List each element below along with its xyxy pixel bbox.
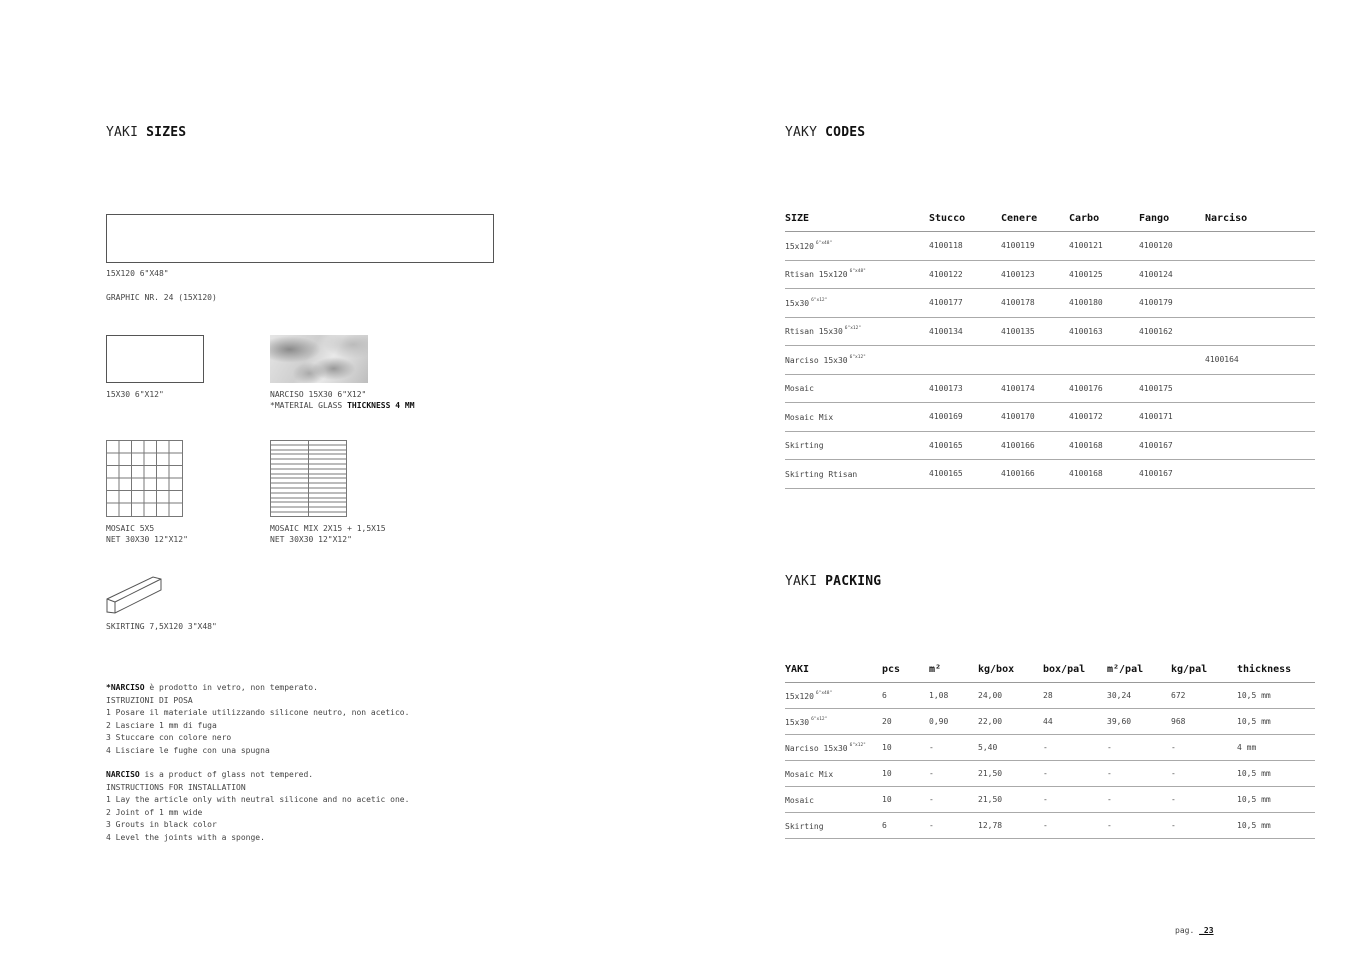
graphic-caption: GRAPHIC NR. 24 (15X120) [106,293,217,302]
tile-15x120-drawing [106,214,494,263]
narciso-tile-image [270,335,368,383]
packing-header-box-pal: box/pal [1043,664,1107,683]
mosaic-caption: MOSAIC 5X5 NET 30X30 12"X12" [106,524,188,544]
codes-header-narciso: Narciso [1205,213,1315,232]
packing-header-m2-pal: m²/pal [1107,664,1171,683]
codes-header-cenere: Cenere [1001,213,1069,232]
table-row: Mosaic 10 - 21,50 - - - 10,5 mm [785,787,1315,813]
table-row: Skirting 6 - 12,78 - - - 10,5 mm [785,813,1315,839]
packing-table [785,664,1315,839]
sizes-title: YAKI SIZES [106,125,187,140]
codes-header-carbo: Carbo [1069,213,1139,232]
skirting-caption: SKIRTING 7,5X120 3"X48" [106,622,217,631]
packing-title: YAKI PACKING [785,574,882,589]
table-row: 15x120 $^{6"x48"}$ 4100118 4100119 4100121 4100120 [785,232,1315,261]
mosaic-5x5-drawing [106,440,183,517]
table-row: Narciso 15x30 $^{6"x12"}$ 10 - 5,40 - - - 4 mm [785,735,1315,761]
codes-header-row [785,213,1315,232]
mosaic-mix-caption: MOSAIC MIX 2X15 + 1,5X15 NET 30X30 12"X12" [270,524,386,544]
skirting-graphic [106,575,164,617]
packing-header-pcs: pcs [882,664,929,683]
table-row: 15x30 $^{6"x12"}$ 20 0,90 22,00 44 39,60 968 10,5 mm [785,709,1315,735]
page-number: pag. _23 [1175,926,1214,935]
notes-english: NARCISO is a product of glass not tempered. INSTRUCTIONS FOR INSTALLATION 1 Lay the article only with neutral silicone and no acetic one. 2 Joint of 1 mm wide 3 Grouts in black color 4 Level the joints with a sponge. [106,770,410,842]
table-row: 15x120 $^{6"x48"}$ 6 1,08 24,00 28 30,24 672 10,5 mm [785,683,1315,709]
packing-header-kg-pal: kg/pal [1171,664,1237,683]
skirting-drawing [106,575,164,617]
table-row: Mosaic 4100173 4100174 4100176 4100175 [785,374,1315,403]
table-row: Rtisan 15x30 $^{6"x12"}$ 4100134 4100135 4100163 4100162 [785,317,1315,346]
packing-header-kg-box: kg/box [978,664,1043,683]
table-row: Skirting Rtisan 4100165 4100166 4100168 4100167 [785,460,1315,489]
tile-15x120-caption: 15X120 6"X48" [106,269,169,278]
codes-table [785,213,1315,489]
tile-15x30-caption: 15X30 6"X12" [106,390,164,399]
notes-italian: *NARCISO è prodotto in vetro, non temperato. ISTRUZIONI DI POSA 1 Posare il materiale utilizzando silicone neutro, non acetico. 2 Lasciare 1 mm di fuga 3 Stuccare con colore nero 4 Lisciare le fughe con una spugna [106,683,410,755]
packing-header-row [785,664,1315,683]
packing-header-m2: m² [929,664,978,683]
codes-header-fango: Fango [1139,213,1205,232]
packing-header-thickness: thickness [1237,664,1315,683]
narciso-caption: NARCISO 15X30 6"X12" *MATERIAL GLASS THICKNESS 4 MM [270,390,415,410]
codes-title: YAKY CODES [785,125,866,140]
tile-15x30-drawing [106,335,204,383]
packing-header-yaki: YAKI [785,664,882,683]
mosaic-grid-graphic [106,440,183,517]
mosaic-mix-graphic [270,440,347,517]
table-row: 15x30 $^{6"x12"}$ 4100177 4100178 4100180 4100179 [785,289,1315,318]
codes-header-size: SIZE [785,213,929,232]
codes-header-stucco: Stucco [929,213,1001,232]
table-row: Mosaic Mix 10 - 21,50 - - - 10,5 mm [785,761,1315,787]
table-row: Skirting 4100165 4100166 4100168 4100167 [785,431,1315,460]
table-row: Rtisan 15x120 $^{6"x48"}$ 4100122 4100123 4100125 4100124 [785,260,1315,289]
mosaic-mix-drawing [270,440,347,517]
table-row: Narciso 15x30 $^{6"x12"}$ 4100164 [785,346,1315,375]
table-row: Mosaic Mix 4100169 4100170 4100172 4100171 [785,403,1315,432]
